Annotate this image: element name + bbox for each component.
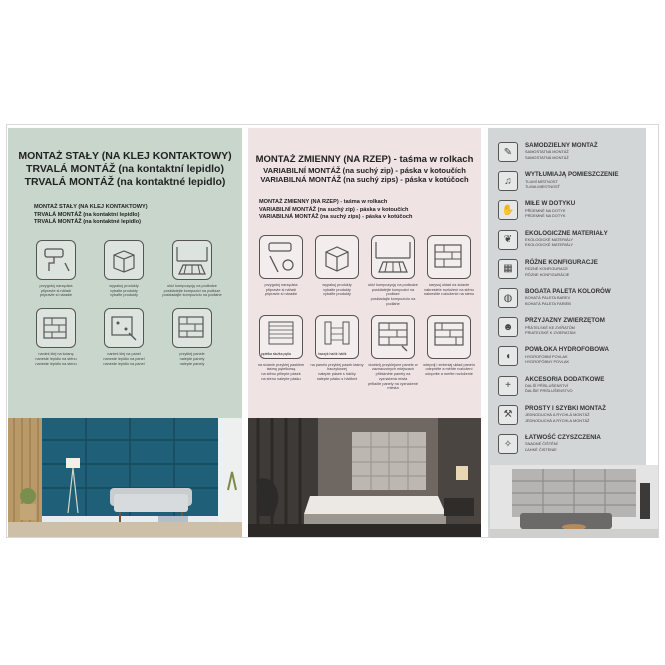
feature-item — [498, 259, 598, 279]
step-caption: wypakuj produkty — [322, 283, 352, 287]
step-caption: przygotuj narzędzia — [39, 284, 73, 288]
leaf-icon: ❦ — [498, 230, 518, 250]
feature-item — [498, 317, 605, 337]
step-caption: nalepte panely — [179, 356, 205, 361]
feature-text — [525, 171, 619, 189]
feature-text — [525, 259, 598, 277]
panel-apply-icon — [104, 308, 144, 348]
feature-title: POWŁOKA HYDROFOBOWA — [525, 346, 609, 354]
step-grid — [253, 235, 477, 391]
step-tile — [158, 240, 226, 298]
feature-title-sk: EKOLOGICKÉ MATERIÁLY — [525, 242, 574, 248]
hammer-icon: ⚒ — [498, 405, 518, 425]
step-caption: na stenu nalepte pásku — [261, 376, 301, 381]
strip-label: haczyk — [318, 351, 329, 356]
feature-title: WYTŁUMIAJĄ POMIESZCZENIE — [525, 171, 619, 179]
strip-label: pętla — [283, 351, 291, 356]
step-caption: vybalte produkty — [323, 287, 351, 292]
strip-label: służka — [272, 351, 283, 356]
hand-icon: ✋ — [498, 200, 518, 220]
feature-title: ŁATWOŚĆ CZYSZCZENIA — [525, 434, 601, 441]
feature-title-sk: SAMOSTATNÁ MONTÁŽ — [525, 154, 569, 160]
step-caption: nanieś klej na ścianę — [38, 352, 74, 357]
step-caption: pritlačte panely na vyznačené miesta — [367, 381, 419, 391]
panel-title: MONTAŻ STAŁY (NA KLEJ KONTAKTOWY) — [18, 150, 232, 162]
diy-icon: ✎ — [498, 142, 518, 162]
feature-title-sk: ĎALŠIE PRÍSLUŠENSTVO — [525, 388, 573, 394]
step-tile — [158, 308, 226, 366]
config-icon: ▦ — [498, 259, 518, 279]
strip-label: pętelka — [261, 351, 272, 356]
pet-icon: ☻ — [498, 317, 518, 337]
step-caption: nalepte pásek s háčky — [318, 372, 356, 377]
step-tile — [421, 315, 477, 391]
step-caption: narysuj układ na ścianie — [428, 283, 470, 287]
step-caption: vybaľte produkty — [323, 292, 351, 297]
sound-icon: ♫ — [498, 171, 518, 191]
step-caption: poskladajte kompozíciu na podlahe — [162, 293, 222, 298]
step-caption: na ścianie przyklej paskiem taśmę pętelkową — [257, 362, 305, 372]
step-tile — [365, 315, 421, 391]
feature-title-sk: BOHATÁ PALETA FARIEB — [525, 300, 571, 306]
feature-text — [525, 230, 608, 248]
bedroom-photo — [248, 418, 481, 537]
feature-text — [525, 346, 609, 364]
feature-title-cs: SAMOSTATNÁ MONTÁŽ — [525, 149, 569, 155]
step-caption: nalepte panely — [179, 361, 205, 366]
small-title: MONTAŻ ZMIENNY (NA RZEP) - taśma w rolkach — [259, 199, 388, 205]
feature-title-sk: JEDNODUCHÁ A RÝCHLA MONTÁŽ — [525, 417, 590, 423]
panel-attach-icon — [371, 315, 415, 359]
box-icon — [104, 240, 144, 280]
feature-title-sk: ĽAHKÉ ČISTENIE — [525, 446, 557, 452]
feature-title-sk: PRIATEĽSKÉ K ZVIERATÁM — [525, 329, 576, 335]
step-tile — [309, 315, 365, 391]
feature-title-cs: HYDROFOBNÍ POVLAK — [525, 353, 568, 359]
tile-layout-icon — [371, 235, 415, 279]
small-title-cs: VARIABILNÍ MONTÁŽ (na suchý zip) - páska v kotoučích — [259, 206, 409, 213]
step-caption: připravte si nářadí — [40, 288, 72, 293]
step-caption: vybaľte produkty — [110, 293, 138, 298]
grey-panels-photo — [490, 465, 658, 538]
velcro-loop-icon — [259, 315, 303, 359]
step-caption: wypakuj produkty — [109, 284, 139, 288]
step-caption: poskládejte kompozici na podlaze — [163, 288, 221, 293]
tile-layout-icon — [172, 240, 212, 280]
feature-text — [525, 405, 606, 423]
palette-icon: ◍ — [498, 288, 518, 308]
step-tile — [365, 235, 421, 307]
step-caption: odepněte a měňte rozložení — [425, 367, 473, 372]
living-room-photo — [8, 418, 242, 537]
step-caption: na stěnu přilepte pásek — [261, 372, 301, 377]
feature-item — [498, 171, 619, 191]
step-caption: naneste lepidlo na panel — [103, 356, 145, 361]
box-icon — [315, 235, 359, 279]
step-caption: na panelu przyklej pasek taśmy haczykowej — [310, 362, 364, 372]
feature-title-cs: EKOLOGICKÉ MATERIÁLY — [525, 237, 574, 243]
step-tile — [309, 235, 365, 307]
step-caption: poskládejte kompozici na podlaze — [371, 287, 415, 297]
feature-title: RÓŻNE KONFIGURACJE — [525, 258, 598, 266]
step-caption: naneste lepidlo na stenu — [35, 361, 77, 366]
step-caption: ułóż kompozycję na podłodze — [167, 284, 217, 288]
step-caption: pripravte si náradie — [39, 293, 73, 298]
step-caption: vybalte produkty — [110, 288, 138, 293]
step-caption: ułóż kompozycję na podłodze — [368, 283, 418, 287]
feature-title-cs: SNADNÉ ČIŠTĚNÍ — [525, 441, 558, 447]
panel-subtitle-cs: TRVALÁ MONTÁŽ (na kontaktní lepidlo) — [26, 163, 224, 176]
feature-text — [525, 376, 604, 394]
feature-title-sk: TLMIA MIESTNOSŤ — [525, 183, 561, 189]
feature-title-sk: RÔZNE KONFIGURÁCIE — [525, 271, 570, 277]
step-tile — [90, 308, 158, 366]
feature-title-sk: HYDROFÓBNY POVLAK — [525, 359, 570, 365]
feature-item — [498, 346, 609, 366]
panel-subtitle-cs: VARIABILNÍ MONTÁŽ (na suchý zip) - páska v kotoučích — [263, 165, 466, 175]
feature-item — [498, 288, 611, 308]
wall-icon — [427, 235, 471, 279]
step-tile — [253, 315, 309, 391]
velcro-hook-icon — [315, 315, 359, 359]
feature-title: PRZYJAZNY ZWIERZĘTOM — [525, 317, 605, 325]
feature-title-cs: PŘÁTELSKÉ KE ZVÍŘATŮM — [525, 324, 575, 330]
tools-icon — [259, 235, 303, 279]
step-caption: naneste lepidlo na panel — [103, 361, 145, 366]
small-title: MONTAŻ STAŁY (NA KLEJ KONTAKTOWY) — [34, 204, 148, 210]
feature-item — [498, 142, 598, 162]
feature-title-cs: RŮZNÉ KONFIGURACE — [525, 266, 569, 272]
feature-item — [498, 434, 601, 454]
panel-done-icon — [427, 315, 471, 359]
step-caption: nakreslite rozloženie na stenu — [423, 292, 475, 297]
feature-item — [498, 200, 575, 220]
feature-text — [525, 142, 598, 160]
clean-icon: ✧ — [498, 434, 518, 454]
step-tile — [421, 235, 477, 307]
step-caption: přitiskněte panely na vyznačená místa — [375, 372, 411, 381]
small-title-cs: TRVALÁ MONTÁŽ (na kontaktní lepidlo) — [34, 211, 140, 218]
step-caption: odepnij i zmieniaj układ panelu — [423, 362, 475, 367]
strip-label: háčik — [338, 351, 347, 356]
feature-title: MIŁE W DOTYKU — [525, 200, 576, 208]
step-tile — [90, 240, 158, 298]
feature-title: EKOLOGICZNE MATERIAŁY — [525, 229, 608, 237]
feature-title-cs: TLUMÍ MÍSTNOST — [525, 178, 558, 184]
feature-item — [498, 376, 604, 396]
feature-title-cs: BOHATÁ PALETA BAREV — [525, 295, 571, 301]
feature-title-cs: PŘÍJEMNÉ NA DOTYK — [525, 207, 566, 213]
feature-title: BOGATA PALETA KOLORÓW — [525, 288, 611, 295]
step-caption: przygotuj narzędzia — [264, 283, 298, 287]
feature-title: SAMODZIELNY MONTAŻ — [525, 142, 598, 149]
step-grid — [22, 240, 226, 366]
feature-text — [525, 288, 611, 306]
feature-text — [525, 434, 601, 452]
water-icon: ◖ — [498, 346, 518, 366]
step-tile — [22, 240, 90, 298]
wall-icon — [36, 308, 76, 348]
feature-text — [525, 200, 575, 218]
small-title-sk: VARIABILNÁ MONTÁŽ (na suchý zips) - páska v kotúčoch — [259, 214, 413, 221]
plus-icon: + — [498, 376, 518, 396]
panel-title: MONTAŻ ZMIENNY (NA RZEP) - taśma w rolkach — [255, 154, 474, 165]
step-caption: dociśnij przyklejone panele w zaznaczonych miejscach — [368, 362, 418, 372]
small-title-sk: TRVALÁ MONTÁŽ (na kontaktné lepidlo) — [34, 219, 142, 226]
step-caption: nalepte pásku s háčikmi — [316, 376, 358, 381]
paint-roller-icon — [36, 240, 76, 280]
step-caption: naneste lepidlo na stěnu — [35, 356, 77, 361]
feature-title-cs: DALŠÍ PŘÍSLUŠENSTVÍ — [525, 383, 569, 389]
step-caption: nanieś klej na panel — [107, 352, 141, 357]
feature-item — [498, 230, 608, 250]
feature-title: PROSTY I SZYBKI MONTAŻ — [525, 404, 606, 412]
step-caption: poskladajte kompozíciu na podlahe — [370, 297, 416, 306]
step-caption: odopnite a meňte rozloženie — [425, 372, 473, 377]
panel-press-icon — [172, 308, 212, 348]
feature-item — [498, 405, 606, 425]
step-caption: pripravte si náradie — [264, 292, 298, 297]
panel-subtitle-sk: TRVALÁ MONTÁŽ (na kontaktné lepidlo) — [24, 176, 226, 189]
step-caption: nakreslete rozložení na stěnu — [424, 287, 474, 292]
step-caption: připravte si nářadí — [265, 287, 297, 292]
step-caption: przyklej panele — [179, 352, 205, 357]
feature-title-cs: JEDNODUCHÁ A RYCHLÁ MONTÁŽ — [525, 412, 590, 418]
feature-title: AKCESORIA DODATKOWE — [525, 375, 605, 383]
panel-subtitle-sk: VARIABILNÁ MONTÁŽ (na suchý zips) - páska v kotúčoch — [260, 175, 469, 185]
strip-label: hačík — [329, 351, 338, 356]
feature-title-sk: PRÍJEMNÉ NA DOTYK — [525, 213, 566, 219]
variable-mount-panel — [248, 128, 481, 418]
step-tile — [22, 308, 90, 366]
permanent-mount-panel — [8, 128, 242, 418]
step-tile — [253, 235, 309, 307]
feature-text — [525, 317, 605, 335]
